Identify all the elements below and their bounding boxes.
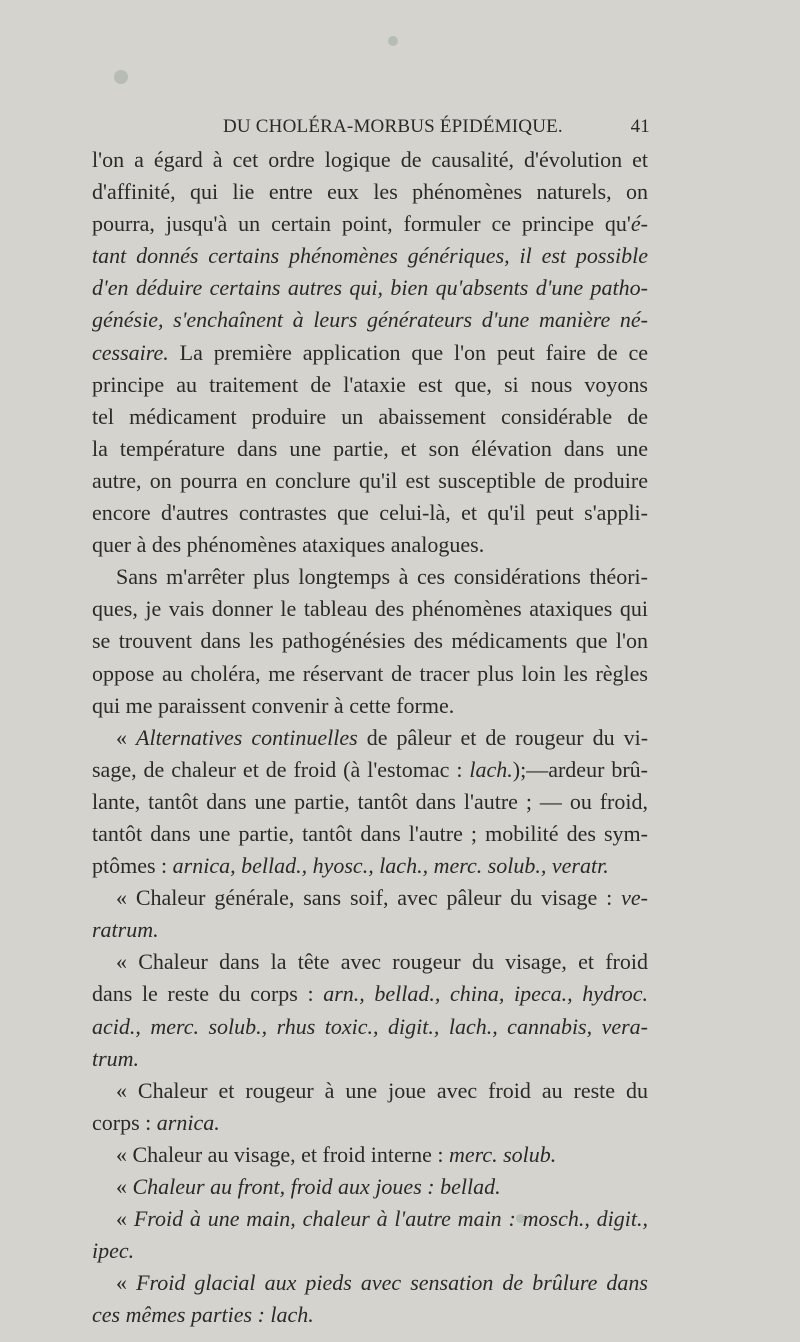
text-line: « Froid glacial aux pieds avec sensation de brûlure dans <box>116 1270 648 1296</box>
text-line: autre, on pourra en conclure qu'il est susceptible de produire <box>92 467 648 493</box>
text-line: la température dans une partie, et son élévation dans une <box>92 435 648 461</box>
text-line: « Chaleur au front, froid aux joues : bellad. <box>116 1174 501 1199</box>
text-line: « Alternatives continuelles de pâleur et de rougeur du vi- <box>116 724 649 750</box>
text-line: dans le reste du corps : arn., bellad., china, ipeca., hydroc. <box>92 981 649 1007</box>
text-line: pourra, jusqu'à un certain point, formuler ce principe qu'é- <box>92 211 648 237</box>
text-line: principe au traitement de l'ataxie est que, si nous voyons <box>92 371 648 397</box>
text-line: ipec. <box>92 1238 135 1264</box>
text-line: qui me paraissent convenir à cette forme. <box>92 692 455 718</box>
text-line: ques, je vais donner le tableau des phénomènes ataxiques qui <box>92 596 648 622</box>
text-line: « Chaleur dans la tête avec rougeur du visage, et froid <box>116 949 648 975</box>
text-line: acid., merc. solub., rhus toxic., digit., lach., cannabis, vera- <box>92 1013 648 1039</box>
page-number: 41 <box>630 116 650 137</box>
text-line: d'en déduire certains autres qui, bien qu'absents d'une patho- <box>92 275 648 301</box>
text-line: ratrum. <box>92 917 159 943</box>
running-title: DU CHOLÉRA-MORBUS ÉPIDÉMIQUE. <box>223 116 563 137</box>
text-line: sage, de chaleur et de froid (à l'estomac : lach.);—ardeur brû- <box>92 756 649 782</box>
text-line: lante, tantôt dans une partie, tantôt dans l'autre ; — ou froid, <box>92 788 648 814</box>
text-line: tantôt dans une partie, tantôt dans l'autre ; mobilité des sym- <box>92 820 648 846</box>
text-line: « Chaleur générale, sans soif, avec pâleur du visage : ve- <box>116 885 648 911</box>
text-line: Sans m'arrêter plus longtemps à ces considérations théori- <box>116 564 648 590</box>
foxing-stain <box>388 36 398 46</box>
text-line: ces mêmes parties : lach. <box>92 1302 314 1328</box>
text-line: d'affinité, qui lie entre eux les phénomènes naturels, on <box>92 179 648 205</box>
text-line: « Chaleur et rougeur à une joue avec froid au reste du <box>116 1077 648 1103</box>
text-line: se trouvent dans les pathogénésies des médicaments que l'on <box>92 628 648 654</box>
text-line: cessaire. La première application que l'on peut faire de ce <box>92 339 648 365</box>
text-line: corps : arnica. <box>92 1109 220 1135</box>
text-line: quer à des phénomènes ataxiques analogues. <box>92 532 485 558</box>
text-line: tel médicament produire un abaissement considérable de <box>92 403 648 429</box>
text-line: tant donnés certains phénomènes génériques, il est possible <box>92 243 648 269</box>
text-line: « Chaleur au visage, et froid interne : merc. solub. <box>116 1141 557 1167</box>
text-line: génésie, s'enchaînent à leurs générateurs d'une manière né- <box>92 307 648 333</box>
text-line: oppose au choléra, me réservant de tracer plus loin les règles <box>92 660 648 686</box>
text-line: trum. <box>92 1045 140 1071</box>
foxing-stain <box>114 70 128 84</box>
text-line: l'on a égard à cet ordre logique de causalité, d'évolution et <box>92 147 648 172</box>
text-line: encore d'autres contrastes que celui-là, et qu'il peut s'appli- <box>92 500 648 526</box>
text-line: ptômes : arnica, bellad., hyosc., lach., merc. solub., veratr. <box>92 853 609 879</box>
page-header <box>90 116 650 142</box>
body-text <box>92 144 648 1331</box>
text-line: « Froid à une main, chaleur à l'autre main : mosch., digit., <box>116 1206 648 1232</box>
